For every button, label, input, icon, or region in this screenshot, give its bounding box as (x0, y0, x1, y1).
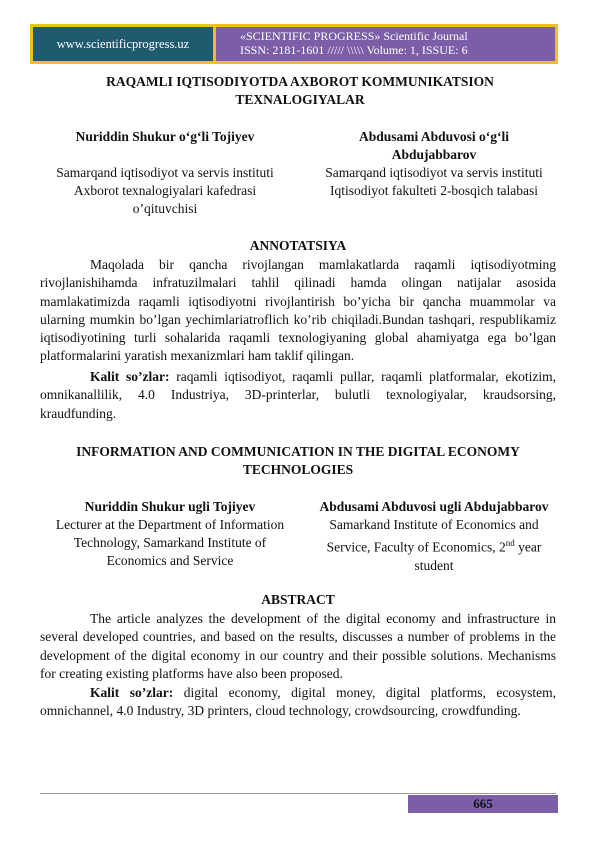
journal-name: «SCIENTIFIC PROGRESS» Scientific Journal (240, 29, 468, 43)
author-affiliation: Samarkand Institute of Economics and (329, 517, 539, 532)
author-affiliation: o’qituvchisi (132, 201, 198, 216)
author-affiliation: Samarqand iqtisodiyot va servis instituti (56, 165, 274, 180)
site-url[interactable]: www.scientificprogress.uz (33, 27, 216, 61)
keywords-label: Kalit so’zlar: (90, 685, 174, 700)
author-name: Abdusami Abduvosi ugli Abdujabbarov (319, 499, 549, 514)
en-title: INFORMATION AND COMMUNICATION IN THE DIGITAL ECONOMY TECHNOLOGIES (76, 444, 520, 477)
page-number: 665 (408, 795, 558, 813)
author-affiliation: Service, Faculty of Economics, 2nd year (326, 538, 542, 555)
author-name: Nuriddin Shukur ugli Tojiyev (84, 499, 256, 514)
en-abstract-heading: ABSTRACT (261, 592, 335, 607)
uz-abstract-heading: ANNOTATSIYA (249, 238, 347, 253)
journal-info (216, 27, 555, 61)
author-name: Nuriddin Shukur o‘g‘li Tojiyev (75, 129, 255, 144)
uz-abstract-text: Maqolada bir qancha rivojlangan mamlakatlarda raqamli iqtisodiyotming rivojlanishihamda infratuzilmalari tahlil qilinadi hamda olingan natijalar asosida mamlakatimizda raqamli iqtisodiyotni rivojlantirish bo’yicha bir qancha muammolar va ularning mumkin bo’lgan yechimlariatroflich ko’rib chiqiladi.Bundan tashqari, respublikamiz iqtisodiyotining turli sohalarida raqamli texnologiyaning global ahamiyatga ega bo’lgan platformalarini yaratish mexanizmlari ham taklif qilingan. (40, 257, 556, 364)
footer-divider (40, 793, 556, 794)
keywords-label: Kalit so’zlar: (90, 369, 170, 384)
en-abstract-text: The article analyzes the development of the digital economy and infrastructure in several developed countries, and based on the results, discusses a number of problems in the development of the digital economy in our country and their possible solutions. Mechanisms for creating existing platforms have also been proposed. (40, 611, 556, 681)
author-name: Abdujabbarov (391, 147, 477, 162)
uz-author2 (310, 128, 558, 200)
journal-issn: ISSN: 2181-1601 ///// \\\\\ Volume: 1, ISSUE: 6 (240, 43, 468, 57)
author-affiliation: Technology, Samarkand Institute of (73, 535, 267, 550)
author-name: Abdusami Abduvosi o‘g‘li (358, 129, 510, 144)
author-affiliation: Samarqand iqtisodiyot va servis instituti (325, 165, 543, 180)
keywords-text: digital economy, digital money, digital platforms, ecosystem, omnichannel, 4.0 Industry, 3D printers, cloud technology, crowdsourcing, crowdfunding. (40, 685, 557, 719)
author-affiliation: Economics and Service (106, 553, 234, 568)
author-affiliation: Iqtisodiyot fakulteti 2-bosqich talabasi (329, 183, 539, 198)
keywords-text: raqamli iqtisodiyot, raqamli pullar, raqamli platformalar, ekotizim, omnikanallilik, 4.0 Industriya, 3D-printerlar, bulutli texnologiyalar, kraudsorsing, kraudfunding. (40, 369, 556, 421)
author-affiliation: Axborot texnalogiyalari kafedrasi (73, 183, 257, 198)
en-author2 (306, 498, 562, 575)
uz-author1 (45, 128, 285, 218)
en-keywords (40, 684, 556, 721)
author-affiliation: student (414, 557, 454, 573)
author-affiliation: Lecturer at the Department of Information (55, 517, 285, 532)
en-author1 (40, 498, 300, 570)
journal-header (30, 24, 558, 64)
uz-keywords (40, 368, 556, 423)
uz-title: RAQAMLI IQTISODIYOTDA AXBOROT KOMMUNIKATSION TEXNALOGIYALAR (106, 74, 494, 107)
